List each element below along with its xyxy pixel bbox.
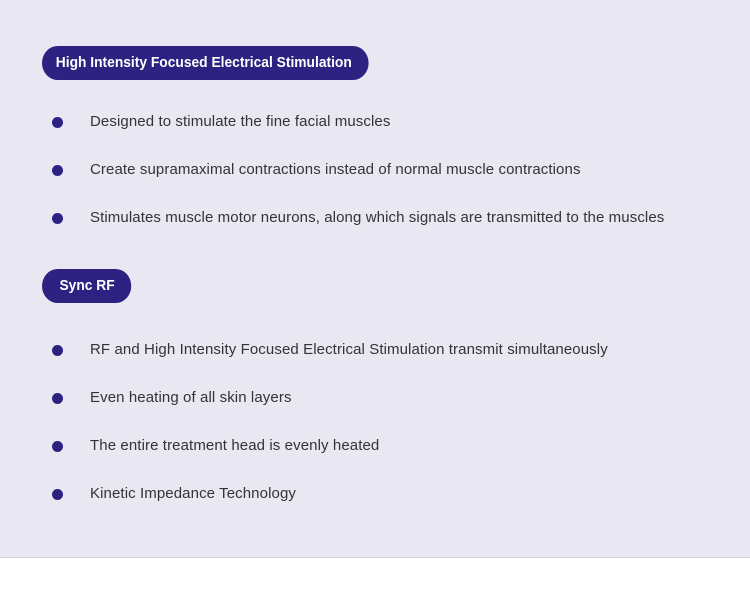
list-item: [0, 374, 750, 422]
list-item-text: Create supramaximal contractions instead of normal muscle contractions: [90, 161, 581, 178]
list-item-text: Even heating of all skin layers: [90, 389, 292, 406]
list-item: [0, 98, 750, 146]
bullet-dot-icon: [52, 441, 63, 452]
bullet-dot-icon: [52, 489, 63, 500]
list-item: [0, 194, 750, 242]
bullet-dot-icon: [52, 117, 63, 128]
list-item: [0, 422, 750, 470]
list-item: [0, 326, 750, 374]
list-item: [0, 470, 750, 518]
list-item-text: Designed to stimulate the fine facial muscles: [90, 113, 391, 130]
list-item-text: Stimulates muscle motor neurons, along which signals are transmitted to the muscles: [90, 209, 665, 226]
list-item: [0, 146, 750, 194]
section-heading-hifes: High Intensity Focused Electrical Stimulation: [42, 46, 368, 80]
list-item-text: Kinetic Impedance Technology: [90, 485, 296, 502]
bullet-dot-icon: [52, 213, 63, 224]
section-heading-sync-rf: Sync RF: [42, 269, 131, 303]
list-item-text: RF and High Intensity Focused Electrical Stimulation transmit simultaneously: [90, 341, 608, 358]
bullet-dot-icon: [52, 345, 63, 356]
bullet-dot-icon: [52, 165, 63, 176]
list-item-text: The entire treatment head is evenly heated: [90, 437, 380, 454]
feature-list-sync-rf: [0, 326, 750, 518]
feature-list-hifes: [0, 98, 750, 242]
bullet-dot-icon: [52, 393, 63, 404]
